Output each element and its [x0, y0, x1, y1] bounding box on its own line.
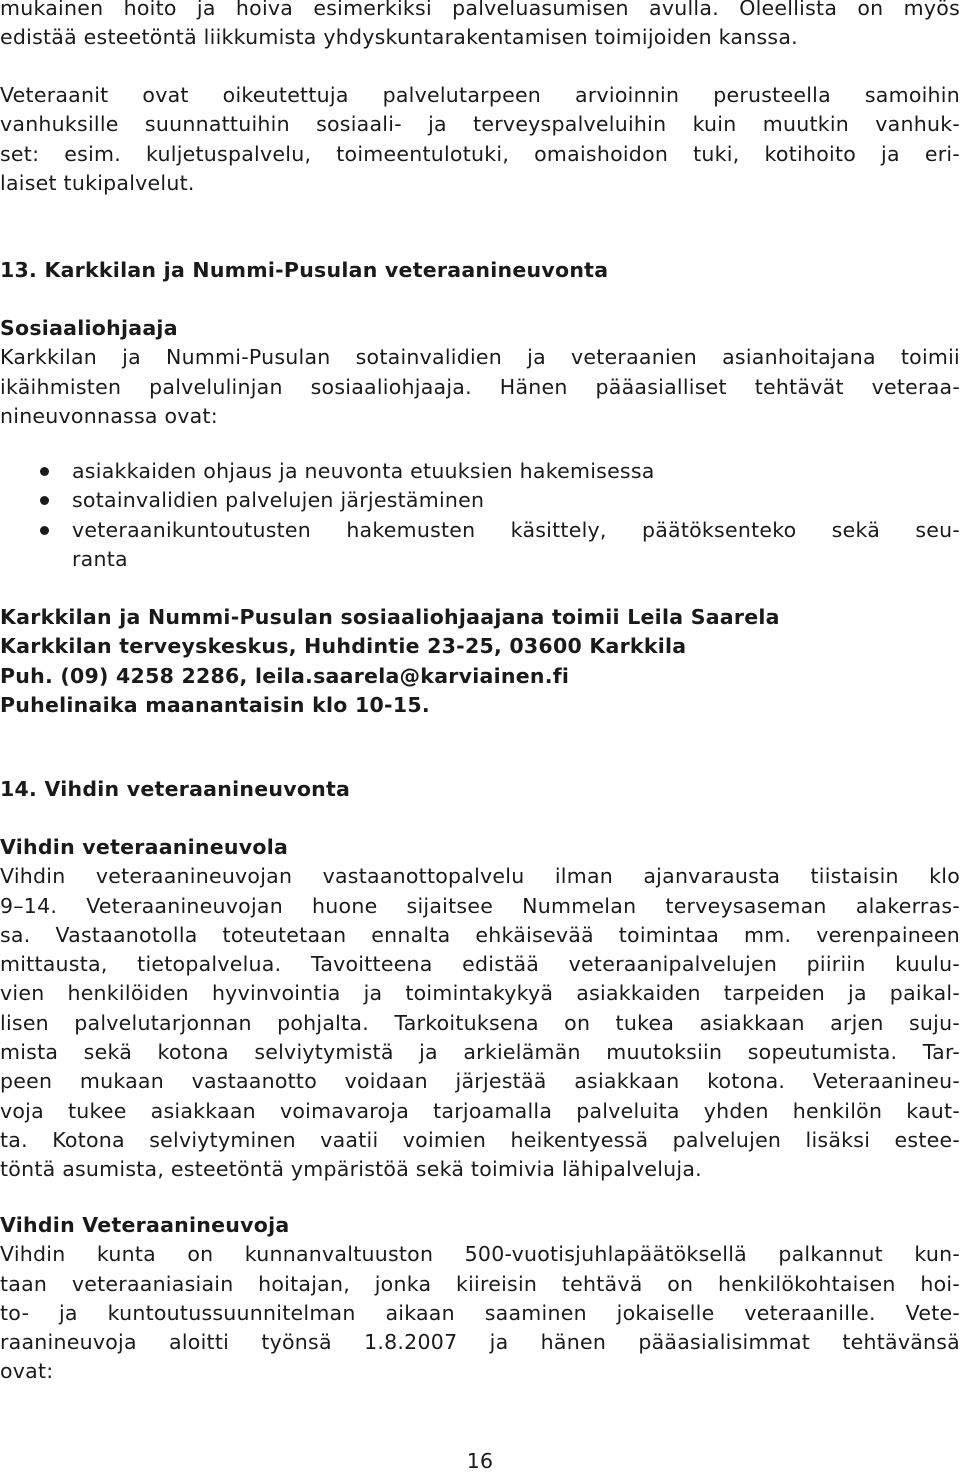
- text-line: lisen palvelutarjonnan pohjalta. Tarkoituksena on tukea asiakkaan arjen suju-: [0, 1010, 960, 1035]
- contact-line: Karkkilan terveyskeskus, Huhdintie 23-25, 03600 Karkkila: [0, 634, 687, 659]
- list-item-text: asiakkaiden ohjaus ja neuvonta etuuksien hakemisessa: [72, 459, 655, 483]
- rights-paragraph: [0, 81, 960, 198]
- list-item-continuation: [0, 545, 960, 574]
- list-item-text: ranta: [72, 546, 128, 571]
- list-item: [0, 486, 960, 515]
- text-line: mittausta, tietopalvelua. Tavoitteena edistää veteraanipalvelujen piiriin kuulu-: [0, 952, 960, 977]
- list-item: [0, 516, 960, 545]
- text-line: Vihdin kunta on kunnanvaltuuston 500-vuotisjuhlapäätöksellä palkannut kun-: [0, 1242, 960, 1267]
- subheading-sosiaaliohjaaja: Sosiaaliohjaaja: [0, 316, 178, 340]
- text-line: Vihdin veteraanineuvojan vastaanottopalvelu ilman ajanvarausta tiistaisin klo: [0, 864, 960, 889]
- text-line: Karkkilan ja Nummi-Pusulan sotainvalidien ja veteraanien asianhoitajana toimii: [0, 345, 960, 370]
- section-14-heading: [0, 775, 960, 804]
- text-line: set: esim. kuljetuspalvelu, toimeentulotuki, omaishoidon tuki, kotihoito ja eri-: [0, 141, 960, 166]
- list-item-text: veteraanikuntoutusten hakemusten käsittely, päätöksenteko sekä seu-: [72, 517, 960, 542]
- text-line: töntä asumista, esteetöntä ympäristöä sekä toimivia lähipalveluja.: [0, 1157, 702, 1182]
- contact-info: [0, 603, 960, 720]
- bullet-icon: [40, 496, 49, 505]
- text-line: 9–14. Veteraanineuvojan huone sijaitsee Nummelan terveysaseman alakerras-: [0, 893, 960, 918]
- text-line: edistää esteetöntä liikkumista yhdyskuntarakentamisen toimijoiden kanssa.: [0, 25, 798, 50]
- text-line: mukainen hoito ja hoiva esimerkiksi palveluasumisen avulla. Oleellista on myös: [0, 0, 960, 20]
- contact-line: Karkkilan ja Nummi-Pusulan sosiaaliohjaajana toimii Leila Saarela: [0, 605, 780, 629]
- section-13-heading: [0, 256, 960, 285]
- text-line: nineuvonnassa ovat:: [0, 403, 218, 428]
- contact-line: Puhelinaika maanantaisin klo 10-15.: [0, 692, 430, 717]
- text-line: ovat:: [0, 1359, 54, 1384]
- section-14-body-2: [0, 1211, 960, 1387]
- text-line: ikäihmisten palvelulinjan sosiaaliohjaaja. Hänen pääasialliset tehtävät veteraa-: [0, 374, 960, 399]
- heading-text: 13. Karkkilan ja Nummi-Pusulan veteraanineuvonta: [0, 258, 609, 282]
- subheading-veteraanineuvoja: Vihdin Veteraanineuvoja: [0, 1213, 290, 1237]
- subheading-veteraanineuvola: Vihdin veteraanineuvola: [0, 835, 289, 859]
- bullet-icon: [40, 467, 49, 476]
- text-line: raanineuvoja aloitti työnsä 1.8.2007 ja hänen pääasialisimmat tehtävänsä: [0, 1330, 960, 1355]
- text-line: vanhuksille suunnattuihin sosiaali- ja terveyspalveluihin kuin muutkin vanhuk-: [0, 112, 960, 137]
- text-line: mista sekä kotona selviytymistä ja arkielämän muutoksiin sopeutumista. Tar-: [0, 1040, 960, 1065]
- section-14-body: [0, 833, 960, 1185]
- text-line: taan veteraaniasiain hoitajan, jonka kiireisin tehtävä on henkilökohtaisen hoi-: [0, 1271, 960, 1296]
- contact-line: Puh. (09) 4258 2286, leila.saarela@karviainen.fi: [0, 663, 570, 688]
- page-number: 16: [466, 1449, 494, 1473]
- intro-paragraph: [0, 0, 960, 53]
- heading-text: 14. Vihdin veteraanineuvonta: [0, 777, 351, 801]
- text-line: voja tukee asiakkaan voimavaroja tarjoamalla palveluita yhden henkilön kaut-: [0, 1098, 960, 1123]
- text-line: to- ja kuntoutussuunnitelman aikaan saaminen jokaiselle veteraanille. Vete-: [0, 1300, 960, 1325]
- text-line: ta. Kotona selviytyminen vaatii voimien heikentyessä palvelujen lisäksi estee-: [0, 1127, 960, 1152]
- list-item: [0, 457, 960, 486]
- duties-list: [0, 457, 960, 574]
- text-line: peen mukaan vastaanotto voidaan järjestää asiakkaan kotona. Veteraanineu-: [0, 1069, 960, 1094]
- text-line: vien henkilöiden hyvinvointia ja toimintakykyä asiakkaiden tarpeiden ja paikal-: [0, 981, 960, 1006]
- bullet-icon: [40, 526, 49, 535]
- text-line: sa. Vastaanotolla toteutetaan ennalta ehkäisevää toimintaa mm. verenpaineen: [0, 922, 960, 947]
- section-13-body: [0, 314, 960, 431]
- list-item-text: sotainvalidien palvelujen järjestäminen: [72, 488, 485, 513]
- text-line: Veteraanit ovat oikeutettuja palvelutarpeen arvioinnin perusteella samoihin: [0, 83, 960, 107]
- text-line: laiset tukipalvelut.: [0, 170, 195, 195]
